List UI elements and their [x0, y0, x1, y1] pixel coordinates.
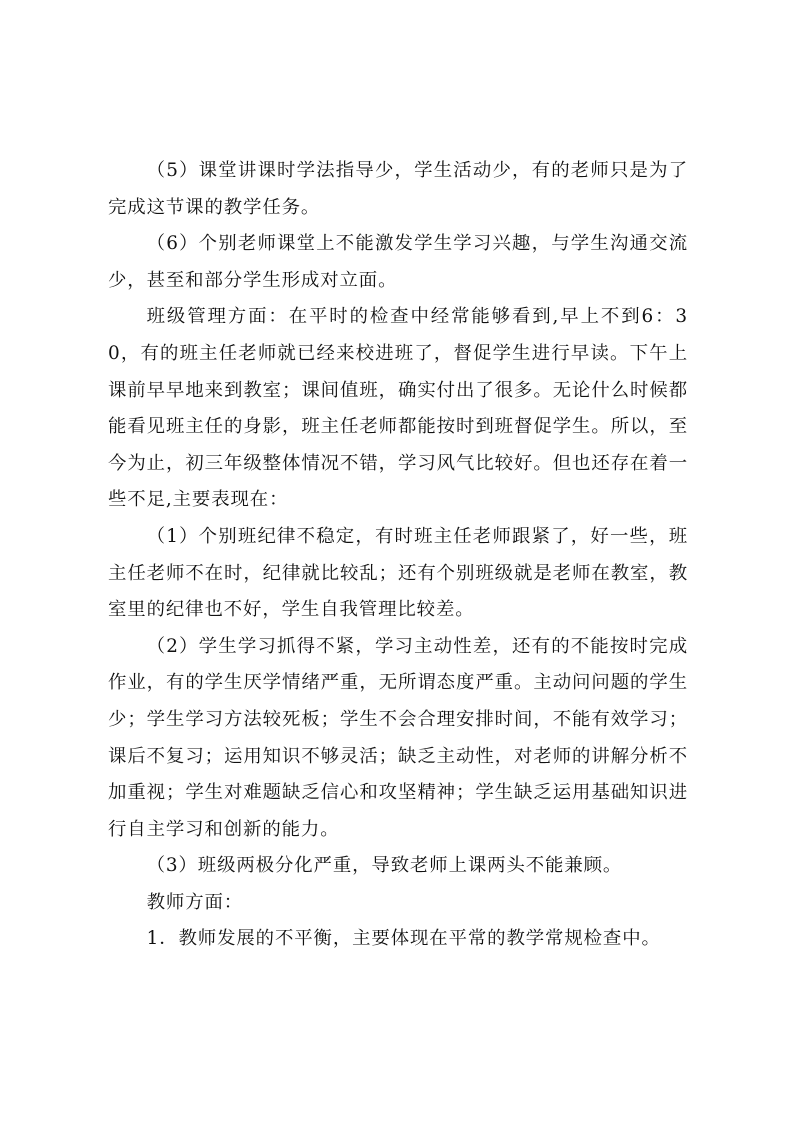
paragraph-class-management: 班级管理方面：在平时的检查中经常能够看到,早上不到6：30，有的班主任老师就已经来校进班了，督促学生进行早读。下午上课前早早地来到教室；课间值班，确实付出了很多。无论什么时候都能看见班主任的身影，班主任老师都能按时到班督促学生。所以，至今为止，初三年级整体情况不错，学习风气比较好。但也还存在着一些不足,主要表现在：	[108, 306, 688, 511]
paragraph-teacher-item-1: 1．教师发展的不平衡，主要体现在平常的教学常规检查中。	[146, 928, 661, 950]
paragraph-item-2: （2）学生学习抓得不紧，学习主动性差，还有的不能按时完成作业，有的学生厌学情绪严重，无所谓态度严重。主动问问题的学生少；学生学习方法较死板；学生不会合理安排时间，不能有效学习；课后不复习；运用知识不够灵活；缺乏主动性，对老师的讲解分析不加重视；学生对难题缺乏信心和攻坚精神；学生缺乏运用基础知识进行自主学习和创新的能力。	[108, 635, 688, 840]
paragraph-item-5: （5）课堂讲课时学法指导少，学生活动少，有的老师只是为了完成这节课的教学任务。	[108, 160, 688, 218]
paragraph-item-3: （3）班级两极分化严重，导致老师上课两头不能兼顾。	[146, 855, 623, 877]
paragraph-item-1: （1）个别班纪律不稳定，有时班主任老师跟紧了，好一些，班主任老师不在时，纪律就比较乱；还有个别班级就是老师在教室，教室里的纪律也不好，学生自我管理比较差。	[108, 525, 688, 621]
paragraph-teacher-heading: 教师方面：	[146, 891, 244, 913]
paragraph-item-6: （6）个别老师课堂上不能激发学生学习兴趣，与学生沟通交流少，甚至和部分学生形成对立面。	[108, 233, 688, 291]
document-body	[108, 153, 688, 958]
